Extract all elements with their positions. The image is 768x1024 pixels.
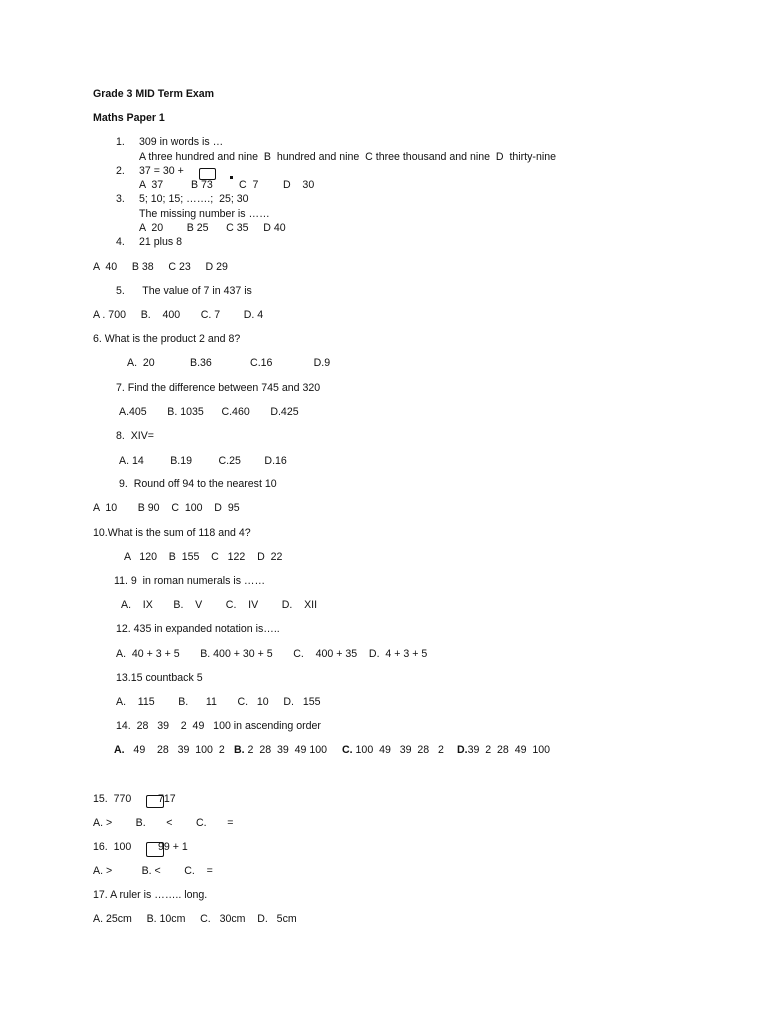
option-c-letter: C.: [342, 744, 353, 756]
option-d-text: 39 2 28 49 100: [467, 744, 551, 756]
option-b-text: 2 28 39 49 100: [244, 744, 328, 756]
question-15-options: A. > B. < C. =: [93, 817, 234, 829]
dot-mark: [230, 176, 233, 179]
question-6-text: 6. What is the product 2 and 8?: [93, 333, 241, 345]
option-d-letter: D.: [457, 744, 468, 756]
question-17-options: A. 25cm B. 10cm C. 30cm D. 5cm: [93, 913, 297, 925]
page-title: Grade 3 MID Term Exam: [93, 88, 215, 100]
question-2-option-b: B 73: [191, 179, 213, 191]
question-8-text: 8. XIV=: [116, 430, 154, 442]
question-15-left: 15. 770: [93, 793, 132, 805]
question-12-text: 12. 435 in expanded notation is…..: [116, 623, 280, 635]
question-13-options: A. 115 B. 11 C. 10 D. 155: [116, 696, 321, 708]
question-14-option-c: [342, 744, 444, 757]
question-9-text: 9. Round off 94 to the nearest 10: [119, 478, 277, 490]
option-a-text: 49 28 39 100 2: [124, 744, 225, 756]
question-11-options: A. IX B. V C. IV D. XII: [121, 599, 318, 611]
question-1-number: 1.: [116, 136, 125, 148]
question-2-option-d: D 30: [283, 179, 315, 191]
question-2-number: 2.: [116, 165, 125, 177]
question-5-options: A . 700 B. 400 C. 7 D. 4: [93, 309, 264, 321]
question-3-options: A 20 B 25 C 35 D 40: [139, 222, 286, 234]
question-3-number: 3.: [116, 193, 125, 205]
question-14-text: 14. 28 39 2 49 100 in ascending order: [116, 720, 321, 732]
question-1-options: A three hundred and nine B hundred and nine C three thousand and nine D thirty-nine: [139, 151, 556, 163]
question-11-text: 11. 9 in roman numerals is ……: [114, 575, 266, 587]
question-16-right: 99 + 1: [158, 841, 188, 853]
paper-subtitle: Maths Paper 1: [93, 112, 165, 124]
question-17-text: 17. A ruler is …….. long.: [93, 889, 208, 901]
question-10-text: 10.What is the sum of 118 and 4?: [93, 527, 251, 539]
question-16-left: 16. 100: [93, 841, 132, 853]
question-15-right: 717: [158, 793, 176, 805]
question-12-options: A. 40 + 3 + 5 B. 400 + 30 + 5 C. 400 + 35 D. 4 + 3 + 5: [116, 648, 428, 660]
question-2-option-c: C 7: [239, 179, 259, 191]
question-7-text: 7. Find the difference between 745 and 320: [116, 382, 321, 394]
question-4-text: 21 plus 8: [139, 236, 182, 248]
question-5-text: 5. The value of 7 in 437 is: [116, 285, 252, 297]
question-7-options: A.405 B. 1035 C.460 D.425: [119, 406, 299, 418]
question-1-text: 309 in words is …: [139, 136, 224, 148]
question-16-options: A. > B. < C. =: [93, 865, 213, 877]
option-b-letter: B.: [234, 744, 245, 756]
question-14-option-d: [457, 744, 550, 757]
question-13-text: 13.15 countback 5: [116, 672, 203, 684]
question-2-text: 37 = 30 +: [139, 165, 184, 177]
question-6-options: A. 20 B.36 C.16 D.9: [127, 357, 331, 369]
question-9-options: A 10 B 90 C 100 D 95: [93, 502, 240, 514]
option-a-letter: A.: [114, 744, 125, 756]
question-3-subtext: The missing number is ……: [139, 208, 270, 220]
question-4-options: A 40 B 38 C 23 D 29: [93, 261, 228, 273]
question-2-option-a: A 37: [139, 179, 164, 191]
question-8-options: A. 14 B.19 C.25 D.16: [119, 455, 287, 467]
question-4-number: 4.: [116, 236, 125, 248]
question-14-options: [114, 744, 225, 757]
question-10-options: A 120 B 155 C 122 D 22: [124, 551, 283, 563]
question-14-option-b: [234, 744, 327, 757]
option-c-text: 100 49 39 28 2: [352, 744, 444, 756]
question-3-text: 5; 10; 15; …….; 25; 30: [139, 193, 249, 205]
